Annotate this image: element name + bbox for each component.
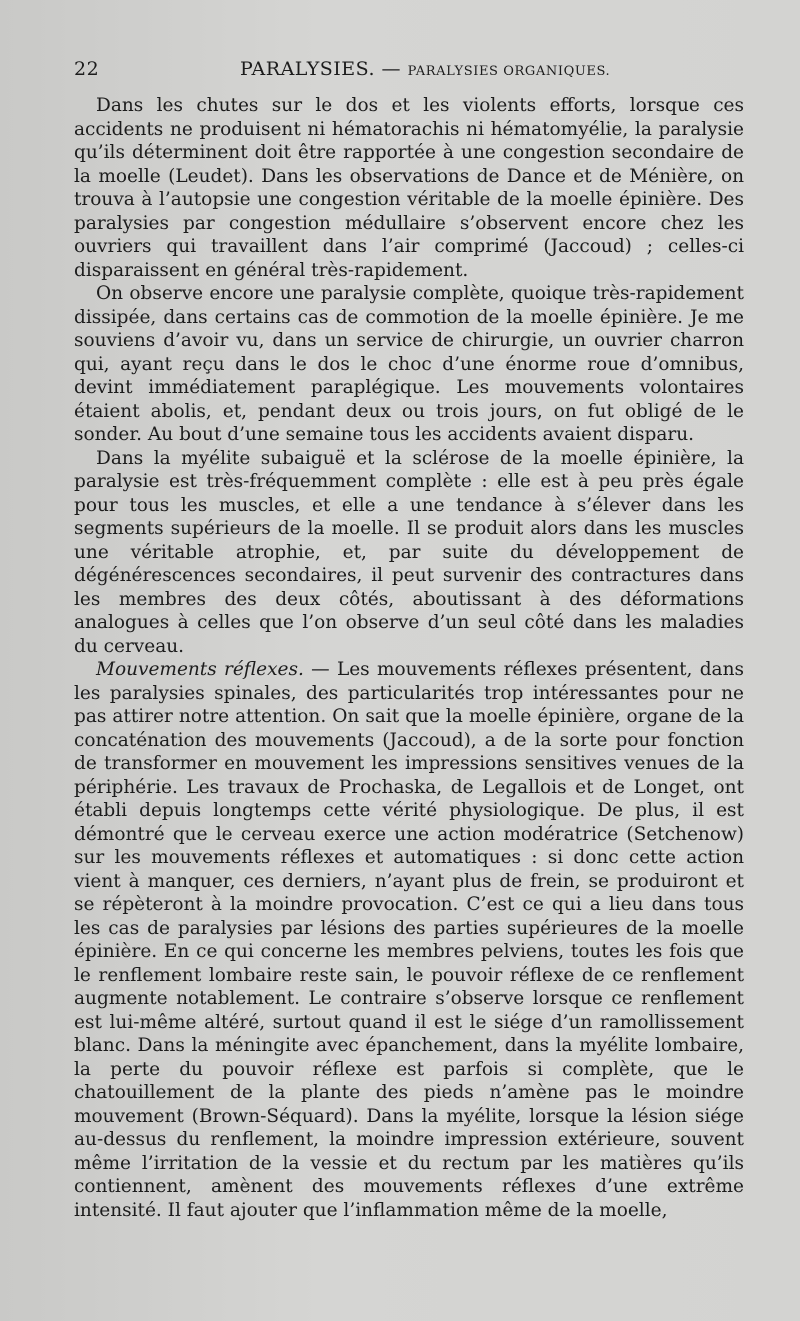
running-head-subtitle: PARALYSIES ORGANIQUES. — [407, 64, 611, 79]
body-text — [74, 94, 744, 1222]
paragraph-3: Dans la myélite subaiguë et la sclérose de la moelle épinière, la paralysie est très-fréquemment complète : elle est à peu près égale pour tous les muscles, et elle a une tendance à s’élever dans les segments supérieurs de la moelle. Il se produit alors dans les muscles une véritable atrophie, et, par suite du développement de dégénérescences secondaires, il peut survenir des contractures dans les membres des deux côtés, aboutissant à des déformations analogues à celles que l’on observe d’un seul côté dans les maladies du cerveau. — [74, 447, 744, 657]
paragraph-1: Dans les chutes sur le dos et les violents efforts, lorsque ces accidents ne produisent ni hématorachis ni hématomyélie, la paralysie qu’ils déterminent doit être rapportée à une congestion secondaire de la moelle (Leudet). Dans les observations de Dance et de Ménière, on trouva à l’autopsie une congestion véritable de la moelle épinière. Des paralysies par congestion médullaire s’observent encore chez les ouvriers qui travaillent dans l’air comprimé (Jaccoud) ; celles-ci disparaissent en général très-rapidement. — [74, 95, 744, 281]
running-head-separator: — — [375, 58, 408, 80]
section-lead-italic: Mouvements réflexes. — [96, 659, 304, 680]
page-number: 22 — [74, 58, 100, 80]
running-head — [240, 58, 610, 80]
page-header — [74, 58, 748, 88]
paragraph-4 — [74, 658, 744, 1222]
paragraph-2: On observe encore une paralysie complète, quoique très-rapidement dissipée, dans certains cas de commotion de la moelle épinière. Je me souviens d’avoir vu, dans un service de chirurgie, un ouvrier charron qui, ayant reçu dans le dos le choc d’une énorme roue d’omnibus, devint immédiatement paraplégique. Les mouvements volontaires étaient abolis, et, pendant deux ou trois jours, on fut obligé de le sonder. Au bout d’une semaine tous les accidents avaient disparu. — [74, 283, 744, 445]
running-head-title: PARALYSIES. — [240, 58, 376, 80]
paragraph-4-text: — Les mouvements réflexes présentent, dans les paralysies spinales, des particularités trop intéressantes pour ne pas attirer notre attention. On sait que la moelle épinière, organe de la concaténation des mouvements (Jaccoud), a de la sorte pour fonction de transformer en mouvement les impressions sensitives venues de la périphérie. Les travaux de Prochaska, de Legallois et de Longet, ont établi depuis longtemps cette vérité physiologique. De plus, il est démontré que le cerveau exerce une action modératrice (Setchenow) sur les mouvements réflexes et automatiques : si donc cette action vient à manquer, ces derniers, n’ayant plus de frein, se produiront et se répèteront à la moindre provocation. C’est ce qui a lieu dans tous les cas de paralysies par lésions des parties supérieures de la moelle épinière. En ce qui concerne les membres pelviens, toutes les fois que le renflement lombaire reste sain, le pouvoir réflexe de ce renflement augmente notablement. Le contraire s’observe lorsque ce renflement est lui-même altéré, surtout quand il est le siége d’un ramollissement blanc. Dans la méningite avec épanchement, dans la myélite lombaire, la perte du pouvoir réflexe est parfois si complète, que le chatouillement de la plante des pieds n’amène pas le moindre mouvement (Brown-Séquard). Dans la myélite, lorsque la lésion siége au-dessus du renflement, la moindre impression extérieure, souvent même l’irritation de la vessie et du rectum par les matières qu’ils contiennent, amènent des mouvements réflexes d’une extrême intensité. Il faut ajouter que l’inflammation même de la moelle, — [74, 659, 744, 1221]
